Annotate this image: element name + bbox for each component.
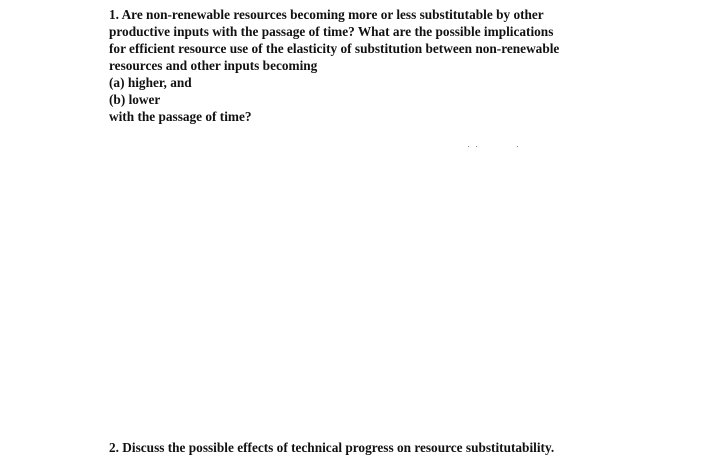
question-1-line: 1. Are non-renewable resources becoming more or less substitutable by other <box>109 7 544 22</box>
question-1-option-b: (b) lower <box>109 92 161 107</box>
question-1-option-a: (a) higher, and <box>109 75 192 90</box>
question-1-line: for efficient resource use of the elasticity of substitution between non-renewable <box>109 41 560 56</box>
question-1-line: with the passage of time? <box>109 109 252 124</box>
question-1-line: productive inputs with the passage of time? What are the possible implications <box>109 24 554 39</box>
question-1-line: resources and other inputs becoming <box>109 58 318 73</box>
scan-speck <box>517 146 518 147</box>
scan-speck <box>468 146 469 147</box>
question-1 <box>109 6 609 125</box>
question-2: 2. Discuss the possible effects of technical progress on resource substitutability. <box>109 440 555 455</box>
scan-speck <box>476 146 477 147</box>
